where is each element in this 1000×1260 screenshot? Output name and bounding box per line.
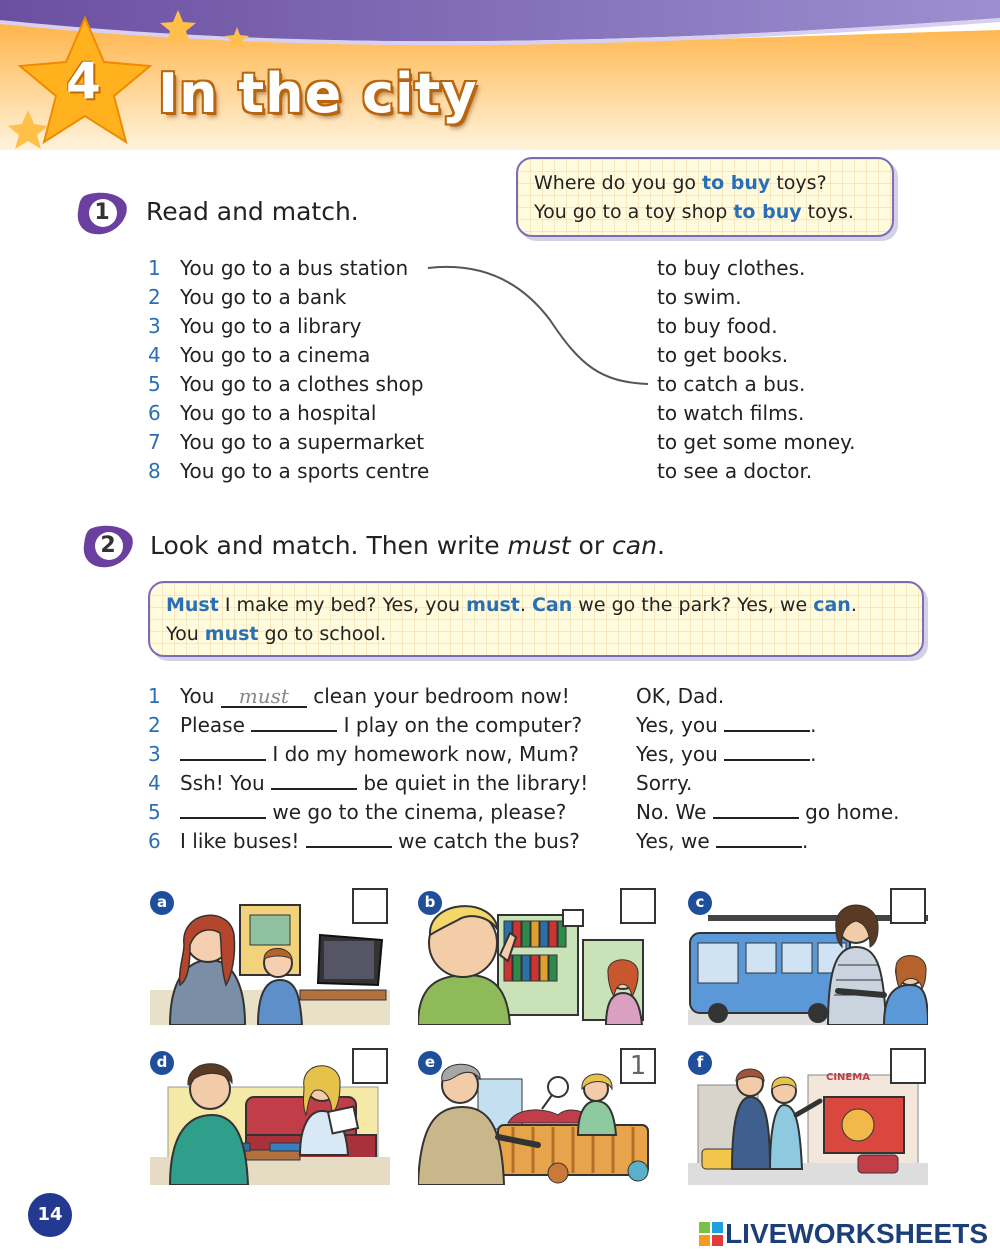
sentence-text xyxy=(180,682,570,711)
picture-letter: d xyxy=(150,1051,174,1075)
page-number: 14 xyxy=(28,1193,72,1237)
answer-box[interactable] xyxy=(620,888,656,924)
grammar-highlight: must xyxy=(466,594,520,616)
grammar-line-1 xyxy=(534,169,876,198)
list-item[interactable]: to buy food. xyxy=(657,314,778,338)
picture-c xyxy=(688,885,928,1025)
reply-answer-field[interactable] xyxy=(724,712,810,732)
logo-text: LIVEWORKSHEETS xyxy=(725,1218,988,1249)
item-text: You go to a supermarket xyxy=(180,430,425,454)
answer-field[interactable] xyxy=(251,712,337,732)
reply-answer-field[interactable] xyxy=(724,741,810,761)
sentence-text xyxy=(180,798,566,827)
reply-part: . xyxy=(810,713,817,737)
exercise-1-grammar-box xyxy=(516,157,894,237)
item-text: You go to a cinema xyxy=(180,343,371,367)
picture-letter: a xyxy=(150,891,174,915)
instruction-italic: can xyxy=(612,531,657,560)
grammar-line-2 xyxy=(166,620,906,649)
reply-part: . xyxy=(810,742,817,766)
grammar-text: . xyxy=(519,594,532,616)
grammar-text: go to school. xyxy=(258,623,387,645)
item-text: You go to a clothes shop xyxy=(180,372,424,396)
reply-part: Yes, we xyxy=(636,829,717,853)
grammar-highlight: to buy xyxy=(733,201,802,223)
sentence-part: we go to the cinema, please? xyxy=(266,800,567,824)
picture-d xyxy=(150,1045,390,1185)
answer-field[interactable] xyxy=(180,799,266,819)
picture-letter: b xyxy=(418,891,442,915)
reply-part: go home. xyxy=(798,800,900,824)
list-item[interactable]: to see a doctor. xyxy=(657,459,813,483)
reply-answer-field[interactable] xyxy=(716,828,802,848)
exercise-2-grammar-box xyxy=(148,581,924,657)
reply-part: OK, Dad. xyxy=(636,684,725,708)
item-number: 7 xyxy=(148,430,161,454)
grammar-text: I make my bed? Yes, you xyxy=(218,594,467,616)
answer-field[interactable] xyxy=(180,741,266,761)
answer-box[interactable] xyxy=(890,1048,926,1084)
grammar-text: You xyxy=(166,623,205,645)
instruction-text: . xyxy=(656,531,665,560)
reply-part: . xyxy=(802,829,809,853)
picture-b xyxy=(418,885,658,1025)
liveworksheets-logo xyxy=(699,1218,988,1250)
instruction-text: Look and match. Then write xyxy=(150,531,508,560)
exercise-2-sentences xyxy=(148,682,948,862)
sentence-text xyxy=(180,711,582,740)
picture-a xyxy=(150,885,390,1025)
sentence-text xyxy=(180,769,588,798)
grammar-text: Where do you go xyxy=(534,172,703,194)
reply-part: Sorry. xyxy=(636,771,693,795)
sentence-part: Please xyxy=(180,713,252,737)
unit-title: In the city xyxy=(158,62,478,125)
exercise-2-instruction xyxy=(150,531,665,560)
picture-letter: c xyxy=(688,891,712,915)
sentence-part: Ssh! You xyxy=(180,771,271,795)
picture-e xyxy=(418,1045,658,1185)
unit-banner xyxy=(0,0,1000,150)
answer-box[interactable] xyxy=(352,1048,388,1084)
reply-text xyxy=(636,682,724,711)
exercise-1-instruction: Read and match. xyxy=(146,197,359,226)
answer-box[interactable] xyxy=(890,888,926,924)
exercise-1-badge xyxy=(76,190,128,236)
item-number: 1 xyxy=(148,256,161,280)
sentence-number: 5 xyxy=(148,800,161,824)
cinema-sign: CINEMA xyxy=(826,1072,870,1083)
item-number: 5 xyxy=(148,372,161,396)
reply-part: Yes, you xyxy=(636,713,725,737)
reply-part: Yes, you xyxy=(636,742,725,766)
answer-field[interactable] xyxy=(306,828,392,848)
list-item[interactable]: to get some money. xyxy=(657,430,856,454)
reply-part: No. We xyxy=(636,800,713,824)
liveworksheets-logo-icon xyxy=(699,1222,723,1246)
instruction-italic: must xyxy=(507,531,571,560)
item-text: You go to a bank xyxy=(180,285,347,309)
sentence-part: clean your bedroom now! xyxy=(306,684,570,708)
picture-letter: f xyxy=(688,1051,712,1075)
sentence-part: we catch the bus? xyxy=(391,829,580,853)
exercise-2-badge xyxy=(82,523,134,569)
sentence-part: I like buses! xyxy=(180,829,306,853)
grammar-text: toys. xyxy=(801,201,854,223)
sentence-number: 4 xyxy=(148,771,161,795)
item-text: You go to a library xyxy=(180,314,362,338)
item-text: You go to a bus station xyxy=(180,256,409,280)
answer-field[interactable]: must xyxy=(221,686,307,708)
answer-box[interactable]: 1 xyxy=(620,1048,656,1084)
reply-text xyxy=(636,711,816,740)
item-text: You go to a hospital xyxy=(180,401,377,425)
sentence-text xyxy=(180,827,580,856)
grammar-highlight: to buy xyxy=(702,172,771,194)
grammar-highlight: Must xyxy=(166,594,219,616)
list-item[interactable]: to swim. xyxy=(657,285,742,309)
list-item[interactable]: to catch a bus. xyxy=(657,372,806,396)
item-number: 3 xyxy=(148,314,161,338)
grammar-text: toys? xyxy=(770,172,827,194)
item-text: You go to a sports centre xyxy=(180,459,430,483)
list-item[interactable]: to buy clothes. xyxy=(657,256,806,280)
exercise-1-right-list xyxy=(657,254,957,494)
grammar-highlight: must xyxy=(204,623,259,645)
item-number: 8 xyxy=(148,459,161,483)
reply-text xyxy=(636,827,808,856)
sentence-part: I play on the computer? xyxy=(337,713,583,737)
sentence-number: 1 xyxy=(148,684,161,708)
answer-box[interactable] xyxy=(352,888,388,924)
grammar-line-1 xyxy=(166,591,906,620)
grammar-highlight: Can xyxy=(531,594,573,616)
answer-field[interactable] xyxy=(271,770,357,790)
list-item[interactable]: to watch films. xyxy=(657,401,805,425)
sentence-part: I do my homework now, Mum? xyxy=(266,742,580,766)
reply-text xyxy=(636,769,692,798)
sentence-number: 6 xyxy=(148,829,161,853)
item-number: 6 xyxy=(148,401,161,425)
exercise-1-number: 1 xyxy=(94,200,110,225)
reply-text xyxy=(636,798,900,827)
grammar-text: we go the park? Yes, we xyxy=(572,594,814,616)
grammar-highlight: can xyxy=(813,594,851,616)
sentence-part: You xyxy=(180,684,221,708)
item-number: 4 xyxy=(148,343,161,367)
list-item[interactable]: to get books. xyxy=(657,343,789,367)
instruction-text: or xyxy=(570,531,613,560)
sentence-number: 2 xyxy=(148,713,161,737)
exercise-2-number: 2 xyxy=(100,533,116,558)
sentence-text xyxy=(180,740,579,769)
grammar-text: You go to a toy shop xyxy=(534,201,734,223)
sentence-number: 3 xyxy=(148,742,161,766)
unit-number: 4 xyxy=(66,52,101,110)
grammar-line-2 xyxy=(534,198,876,227)
grammar-text: . xyxy=(850,594,857,616)
picture-letter: e xyxy=(418,1051,442,1075)
match-line xyxy=(420,260,660,390)
sentence-part: be quiet in the library! xyxy=(357,771,589,795)
picture-f xyxy=(688,1045,928,1185)
reply-text xyxy=(636,740,816,769)
reply-answer-field[interactable] xyxy=(713,799,799,819)
item-number: 2 xyxy=(148,285,161,309)
